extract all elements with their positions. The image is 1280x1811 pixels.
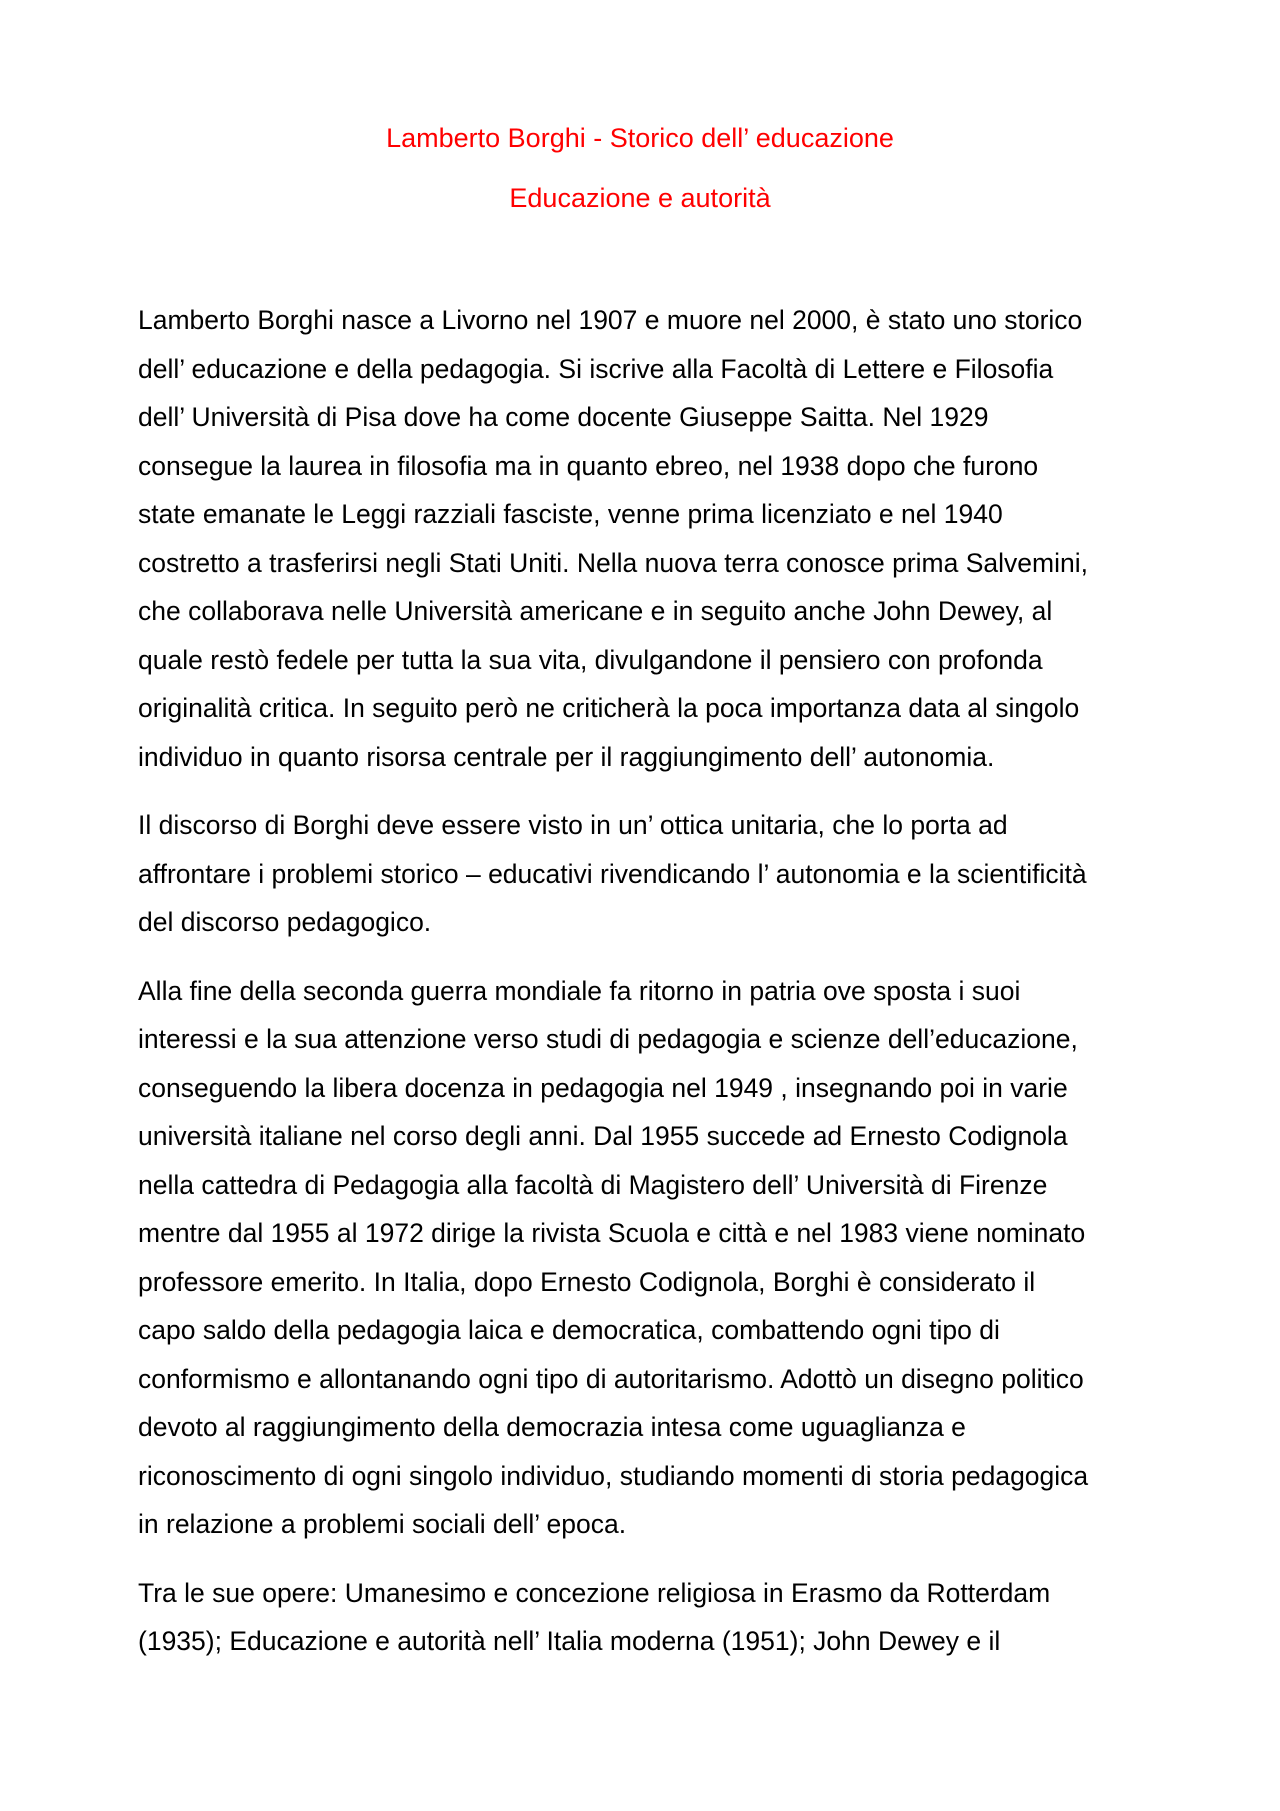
text-line: Alla fine della seconda guerra mondiale fa ritorno in patria ove sposta i suoi [138, 975, 1021, 1006]
body-paragraph [138, 1569, 1148, 1666]
text-line: che collaborava nelle Università americane e in seguito anche John Dewey, al [138, 596, 1053, 626]
text-line: mentre dal 1955 al 1972 dirige la rivista Scuola e città e nel 1983 viene nominato [138, 1218, 1086, 1248]
text-line: università italiane nel corso degli anni. Dal 1955 succede ad Ernesto Codignola [138, 1121, 1068, 1151]
text-line: nella cattedra di Pedagogia alla facoltà di Magistero dell’ Università di Firenze [138, 1169, 1048, 1200]
text-line: in relazione a problemi sociali dell’ epoca. [138, 1509, 627, 1539]
text-line: del discorso pedagogico. [138, 907, 432, 937]
text-line: capo saldo della pedagogia laica e democratica, combattendo ogni tipo di [138, 1315, 1000, 1345]
body-paragraph [138, 296, 1148, 781]
text-line: affrontare i problemi storico – educativi rivendicando l’ autonomia e la scientificità [138, 858, 1087, 889]
text-line: state emanate le Leggi razziali fasciste, venne prima licenziato e nel 1940 [138, 499, 1003, 529]
text-line: quale restò fedele per tutta la sua vita, divulgandone il pensiero con profonda [138, 644, 1043, 675]
text-line: professore emerito. In Italia, dopo Ernesto Codignola, Borghi è considerato il [138, 1266, 1036, 1297]
document-subtitle: Educazione e autorità [509, 183, 771, 213]
text-line: originalità critica. In seguito però ne criticherà la poca importanza data al singolo [138, 693, 1080, 723]
text-line: (1935); Educazione e autorità nell’ Italia moderna (1951); John Dewey e il [138, 1626, 1001, 1656]
document-title: Lamberto Borghi - Storico dell’ educazione [386, 123, 894, 153]
document-body [138, 296, 1148, 1686]
text-line: Lamberto Borghi nasce a Livorno nel 1907 e muore nel 2000, è stato uno storico [138, 305, 1083, 335]
body-paragraph [138, 967, 1148, 1549]
text-line: consegue la laurea in filosofia ma in quanto ebreo, nel 1938 dopo che furono [138, 450, 1039, 481]
text-line: conformismo e allontanando ogni tipo di autoritarismo. Adottò un disegno politico [138, 1363, 1084, 1394]
text-line: dell’ educazione e della pedagogia. Si iscrive alla Facoltà di Lettere e Filosofia [138, 353, 1054, 384]
text-line: conseguendo la libera docenza in pedagogia nel 1949 , insegnando poi in varie [138, 1072, 1068, 1103]
text-line: costretto a trasferirsi negli Stati Uniti. Nella nuova terra conosce prima Salvemini, [138, 547, 1088, 578]
text-line: devoto al raggiungimento della democrazia intesa come uguaglianza e [138, 1412, 966, 1442]
body-paragraph [138, 801, 1148, 947]
text-line: individuo in quanto risorsa centrale per il raggiungimento dell’ autonomia. [138, 741, 995, 772]
text-line: Tra le sue opere: Umanesimo e concezione religiosa in Erasmo da Rotterdam [138, 1577, 1051, 1608]
text-line: dell’ Università di Pisa dove ha come docente Giuseppe Saitta. Nel 1929 [138, 402, 989, 432]
text-line: Il discorso di Borghi deve essere visto in un’ ottica unitaria, che lo porta ad [138, 810, 1008, 840]
text-line: interessi e la sua attenzione verso studi di pedagogia e scienze dell’educazione, [138, 1024, 1078, 1054]
text-line: riconoscimento di ogni singolo individuo, studiando momenti di storia pedagogica [138, 1460, 1089, 1491]
